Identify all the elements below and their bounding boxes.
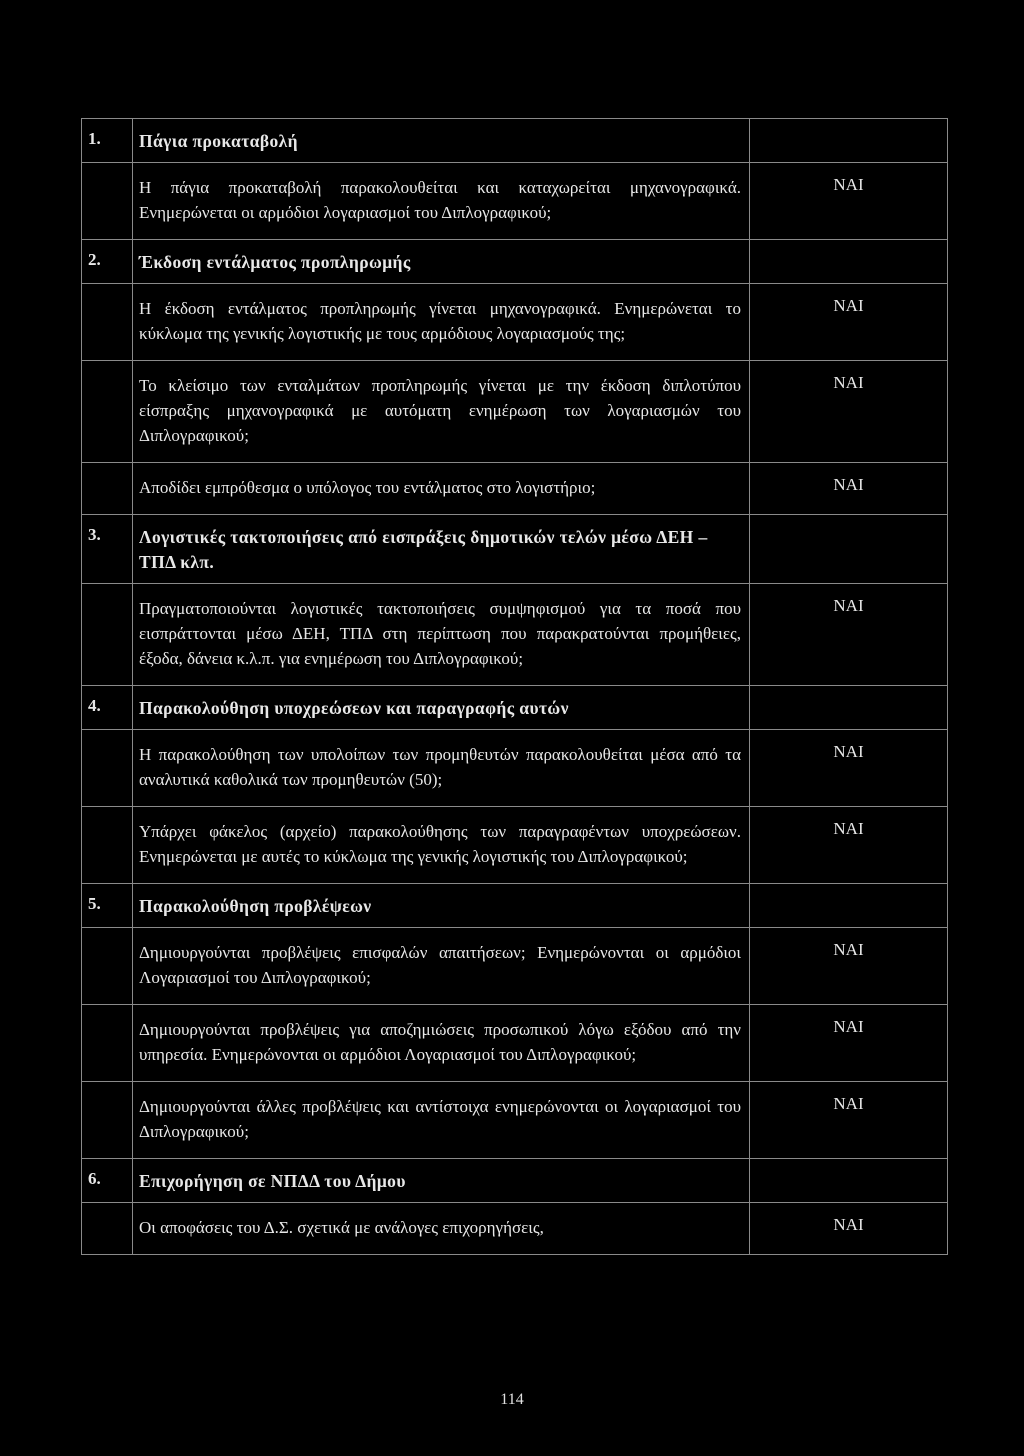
- answer-text: ΝΑΙ: [750, 584, 948, 686]
- answer-text: ΝΑΙ: [750, 1203, 948, 1255]
- section-number: 5.: [82, 884, 133, 928]
- question-text: Υπάρχει φάκελος (αρχείο) παρακολούθησης των παραγραφέντων υποχρεώσεων. Ενημερώνεται με αυτές το κύκλωμα της γενικής λογιστικής του Διπλογραφικού;: [133, 807, 750, 884]
- question-text: Αποδίδει εμπρόθεσμα ο υπόλογος του εντάλματος στο λογιστήριο;: [133, 463, 750, 515]
- number-cell-empty: [82, 284, 133, 361]
- section-title: Πάγια προκαταβολή: [133, 119, 750, 163]
- section-title: Παρακολούθηση προβλέψεων: [133, 884, 750, 928]
- question-text: Η πάγια προκαταβολή παρακολουθείται και καταχωρείται μηχανογραφικά. Ενημερώνεται οι αρμόδιοι λογαριασμοί του Διπλογραφικού;: [133, 163, 750, 240]
- question-row: [82, 463, 948, 515]
- question-row: [82, 284, 948, 361]
- answer-cell-empty: [750, 884, 948, 928]
- answer-text: ΝΑΙ: [750, 1082, 948, 1159]
- section-heading-row: [82, 240, 948, 284]
- number-cell-empty: [82, 1082, 133, 1159]
- answer-text: ΝΑΙ: [750, 1005, 948, 1082]
- section-title: Λογιστικές τακτοποιήσεις από εισπράξεις δημοτικών τελών μέσω ΔΕΗ – ΤΠΔ κλπ.: [133, 515, 750, 584]
- section-heading-row: [82, 119, 948, 163]
- section-number: 6.: [82, 1159, 133, 1203]
- answer-cell-empty: [750, 686, 948, 730]
- number-cell-empty: [82, 361, 133, 463]
- question-row: [82, 361, 948, 463]
- question-text: Δημιουργούνται προβλέψεις επισφαλών απαιτήσεων; Ενημερώνονται οι αρμόδιοι Λογαριασμοί του Διπλογραφικού;: [133, 928, 750, 1005]
- question-row: [82, 807, 948, 884]
- section-heading-row: [82, 884, 948, 928]
- answer-cell-empty: [750, 240, 948, 284]
- question-row: [82, 928, 948, 1005]
- question-text: Πραγματοποιούνται λογιστικές τακτοποιήσεις συμψηφισμού για τα ποσά που εισπράττονται μέσω ΔΕΗ, ΤΠΔ στη περίπτωση που παρακρατούνται προμήθειες, έξοδα, δάνεια κ.λ.π. για ενημέρωση του Διπλογραφικού;: [133, 584, 750, 686]
- number-cell-empty: [82, 807, 133, 884]
- question-text: Το κλείσιμο των ενταλμάτων προπληρωμής γίνεται με την έκδοση διπλοτύπου είσπραξης μηχανογραφικά με αυτόματη ενημέρωση των λογαριασμών του Διπλογραφικού;: [133, 361, 750, 463]
- section-number: 2.: [82, 240, 133, 284]
- checklist-table: [81, 118, 948, 1255]
- answer-text: ΝΑΙ: [750, 928, 948, 1005]
- section-heading-row: [82, 1159, 948, 1203]
- question-text: Η παρακολούθηση των υπολοίπων των προμηθευτών παρακολουθείται μέσα από τα αναλυτικά καθολικά των προμηθευτών (50);: [133, 730, 750, 807]
- number-cell-empty: [82, 463, 133, 515]
- number-cell-empty: [82, 928, 133, 1005]
- section-heading-row: [82, 686, 948, 730]
- question-text: Η έκδοση εντάλματος προπληρωμής γίνεται μηχανογραφικά. Ενημερώνεται το κύκλωμα της γενικής λογιστικής με τους αρμόδιους λογαριασμούς της;: [133, 284, 750, 361]
- answer-text: ΝΑΙ: [750, 163, 948, 240]
- section-title: Παρακολούθηση υποχρεώσεων και παραγραφής αυτών: [133, 686, 750, 730]
- number-cell-empty: [82, 1005, 133, 1082]
- section-number: 4.: [82, 686, 133, 730]
- section-number: 3.: [82, 515, 133, 584]
- question-row: [82, 163, 948, 240]
- question-text: Δημιουργούνται προβλέψεις για αποζημιώσεις προσωπικού λόγω εξόδου από την υπηρεσία. Ενημερώνονται οι αρμόδιοι Λογαριασμοί του Διπλογραφικού;: [133, 1005, 750, 1082]
- answer-text: ΝΑΙ: [750, 463, 948, 515]
- question-row: [82, 1082, 948, 1159]
- section-heading-row: [82, 515, 948, 584]
- section-number: 1.: [82, 119, 133, 163]
- number-cell-empty: [82, 1203, 133, 1255]
- number-cell-empty: [82, 163, 133, 240]
- answer-text: ΝΑΙ: [750, 284, 948, 361]
- question-row: [82, 1203, 948, 1255]
- question-row: [82, 584, 948, 686]
- answer-text: ΝΑΙ: [750, 361, 948, 463]
- answer-cell-empty: [750, 1159, 948, 1203]
- answer-text: ΝΑΙ: [750, 730, 948, 807]
- question-text: Οι αποφάσεις του Δ.Σ. σχετικά με ανάλογες επιχορηγήσεις,: [133, 1203, 750, 1255]
- number-cell-empty: [82, 584, 133, 686]
- answer-text: ΝΑΙ: [750, 807, 948, 884]
- number-cell-empty: [82, 730, 133, 807]
- section-title: Επιχορήγηση σε ΝΠΔΔ του Δήμου: [133, 1159, 750, 1203]
- question-row: [82, 1005, 948, 1082]
- question-row: [82, 730, 948, 807]
- answer-cell-empty: [750, 119, 948, 163]
- section-title: Έκδοση εντάλματος προπληρωμής: [133, 240, 750, 284]
- page-number: 114: [500, 1391, 524, 1408]
- answer-cell-empty: [750, 515, 948, 584]
- question-text: Δημιουργούνται άλλες προβλέψεις και αντίστοιχα ενημερώνονται οι λογαριασμοί του Διπλογραφικού;: [133, 1082, 750, 1159]
